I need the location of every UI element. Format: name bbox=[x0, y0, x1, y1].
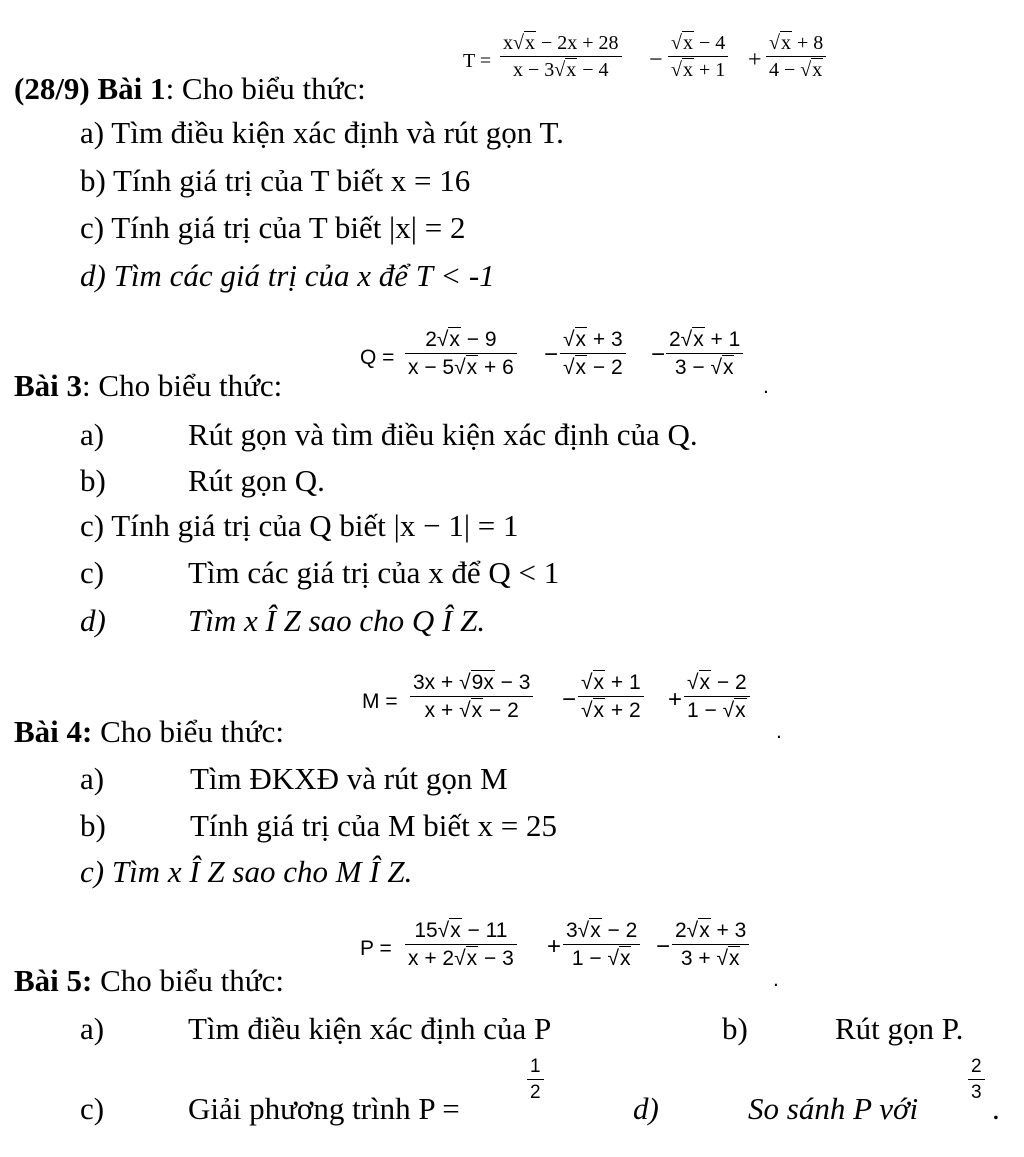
bai5-op2: − bbox=[656, 933, 671, 960]
bai1-f2-denominator: √x + 1 bbox=[671, 59, 726, 81]
bai3-lhs: Q = bbox=[360, 346, 395, 369]
bai3-period: . bbox=[763, 375, 769, 398]
bai5-f1-denominator: x + 2√x − 3 bbox=[408, 947, 514, 970]
bai3-c1: c) Tính giá trị của Q biết |x − 1| = 1 bbox=[80, 508, 519, 543]
bai1-item-a: a) Tìm điều kiện xác định và rút gọn T. bbox=[80, 115, 564, 150]
bai3-c2-text: Tìm các giá trị của x để Q < 1 bbox=[188, 555, 560, 590]
bai5-intro: Cho biểu thức: bbox=[92, 963, 284, 998]
bai4-b-label: b) bbox=[80, 808, 106, 843]
bai5-d-text: So sánh P với bbox=[748, 1091, 919, 1126]
bai1-f3-numerator: √x + 8 bbox=[769, 32, 824, 54]
bai3-fraction-3 bbox=[666, 329, 743, 378]
bai5-f3-denominator: 3 + √x bbox=[680, 947, 740, 970]
bai1-f1-denominator: x − 3√x − 4 bbox=[513, 59, 609, 81]
bai3-b-text: Rút gọn Q. bbox=[188, 463, 325, 498]
bai4-f3-denominator: 1 − √x bbox=[687, 699, 746, 722]
bai5-period: . bbox=[773, 968, 779, 991]
bai1-fraction-3 bbox=[766, 33, 826, 80]
bai1-op1: − bbox=[649, 47, 663, 73]
bai5-c-text: Giải phương trình P = bbox=[188, 1091, 460, 1126]
bai1-lhs: T = bbox=[463, 50, 492, 72]
bai5-f2-numerator: 3√x − 2 bbox=[566, 919, 638, 942]
bai4-intro: Cho biểu thức: bbox=[92, 714, 284, 749]
bai1-item-c: c) Tính giá trị của T biết |x| = 2 bbox=[80, 210, 466, 245]
bai5-d-frac-num: 2 bbox=[971, 1056, 982, 1077]
bai4-f1-denominator: x + √x − 2 bbox=[424, 699, 519, 722]
bai4-heading: Bài 4: bbox=[14, 714, 93, 749]
bai5-d-fraction bbox=[968, 1057, 985, 1102]
bai3-f3-denominator: 3 − √x bbox=[674, 356, 734, 379]
bai4-b-text: Tính giá trị của M biết x = 25 bbox=[190, 808, 558, 843]
bai5-f1-numerator: 15√x − 11 bbox=[414, 919, 508, 942]
bai3-f2-numerator: √x + 3 bbox=[563, 328, 623, 351]
bai3-f1-denominator: x − 5√x + 6 bbox=[408, 356, 514, 379]
bai4-c: c) Tìm x Î Z sao cho M Î Z. bbox=[80, 854, 413, 889]
bai5-c-label: c) bbox=[80, 1091, 105, 1126]
bai5-c-frac-den: 2 bbox=[530, 1082, 541, 1103]
bai1-f2-numerator: √x − 4 bbox=[671, 32, 726, 54]
bai5-heading: Bài 5: bbox=[14, 963, 93, 998]
bai4-op1: − bbox=[562, 686, 577, 713]
bai1-fraction-2 bbox=[668, 33, 728, 80]
bai5-d-end: . bbox=[992, 1091, 1000, 1126]
bai5-d-frac-den: 3 bbox=[971, 1082, 982, 1103]
bai1-op2: + bbox=[748, 47, 762, 73]
bai5-fraction-2 bbox=[563, 920, 640, 969]
bai3-fraction-1 bbox=[405, 329, 517, 378]
bai1-item-b: b) Tính giá trị của T biết x = 16 bbox=[80, 163, 471, 198]
bai3-op2: − bbox=[651, 341, 666, 368]
bai5-fraction-3 bbox=[672, 920, 749, 969]
bai4-period: . bbox=[776, 720, 782, 743]
bai4-fraction-3 bbox=[684, 672, 750, 721]
bai4-heading-line bbox=[14, 713, 284, 751]
bai4-fraction-1 bbox=[410, 672, 533, 721]
bai3-intro: : Cho biểu thức: bbox=[82, 368, 283, 403]
bai3-fraction-2 bbox=[560, 329, 626, 378]
bai5-fraction-1 bbox=[405, 920, 517, 969]
bai1-item-d: d) Tìm các giá trị của x để T < -1 bbox=[80, 258, 495, 293]
bai5-op1: + bbox=[547, 933, 562, 960]
bai5-c-frac-num: 1 bbox=[530, 1056, 541, 1077]
bai4-lhs: M = bbox=[362, 690, 398, 713]
bai1-f1-numerator: x√x − 2x + 28 bbox=[503, 32, 619, 54]
bai4-f2-denominator: √x + 2 bbox=[581, 699, 641, 722]
bai5-a-text: Tìm điều kiện xác định của P bbox=[188, 1011, 552, 1046]
bai4-f2-numerator: √x + 1 bbox=[581, 671, 641, 694]
bai1-heading-line bbox=[14, 70, 366, 108]
bai4-f1-numerator: 3x + √9x − 3 bbox=[413, 671, 531, 694]
bai4-a-label: a) bbox=[80, 761, 105, 796]
bai5-a-label: a) bbox=[80, 1011, 105, 1046]
bai5-lhs: P = bbox=[360, 937, 392, 960]
bai1-fraction-1 bbox=[500, 33, 622, 80]
bai5-heading-line bbox=[14, 962, 284, 1000]
bai3-c2-label: c) bbox=[80, 555, 105, 590]
bai4-a-text: Tìm ĐKXĐ và rút gọn M bbox=[190, 761, 508, 796]
bai1-intro: : Cho biểu thức: bbox=[165, 71, 366, 106]
bai4-f3-numerator: √x − 2 bbox=[687, 671, 747, 694]
bai3-d-label: d) bbox=[80, 603, 106, 638]
bai5-d-label: d) bbox=[633, 1091, 659, 1126]
bai3-f3-numerator: 2√x + 1 bbox=[669, 328, 741, 351]
bai3-op1: − bbox=[544, 341, 559, 368]
bai3-heading: Bài 3 bbox=[14, 368, 83, 403]
bai3-f1-numerator: 2√x − 9 bbox=[425, 328, 497, 351]
bai3-b-label: b) bbox=[80, 463, 106, 498]
bai5-f3-numerator: 2√x + 3 bbox=[675, 919, 747, 942]
bai4-op2: + bbox=[668, 686, 683, 713]
bai3-a-label: a) bbox=[80, 417, 105, 452]
bai3-f2-denominator: √x − 2 bbox=[563, 356, 623, 379]
bai4-fraction-2 bbox=[578, 672, 644, 721]
bai3-a-text: Rút gọn và tìm điều kiện xác định của Q. bbox=[188, 417, 698, 452]
bai5-b-label: b) bbox=[722, 1011, 748, 1046]
bai5-c-fraction bbox=[527, 1057, 544, 1102]
bai3-heading-line bbox=[14, 367, 282, 405]
bai1-f3-denominator: 4 − √x bbox=[769, 59, 823, 81]
bai5-f2-denominator: 1 − √x bbox=[571, 947, 631, 970]
bai1-heading: (28/9) Bài 1 bbox=[14, 71, 166, 106]
bai3-d-text: Tìm x Î Z sao cho Q Î Z. bbox=[188, 603, 486, 638]
bai5-b-text: Rút gọn P. bbox=[835, 1011, 964, 1046]
